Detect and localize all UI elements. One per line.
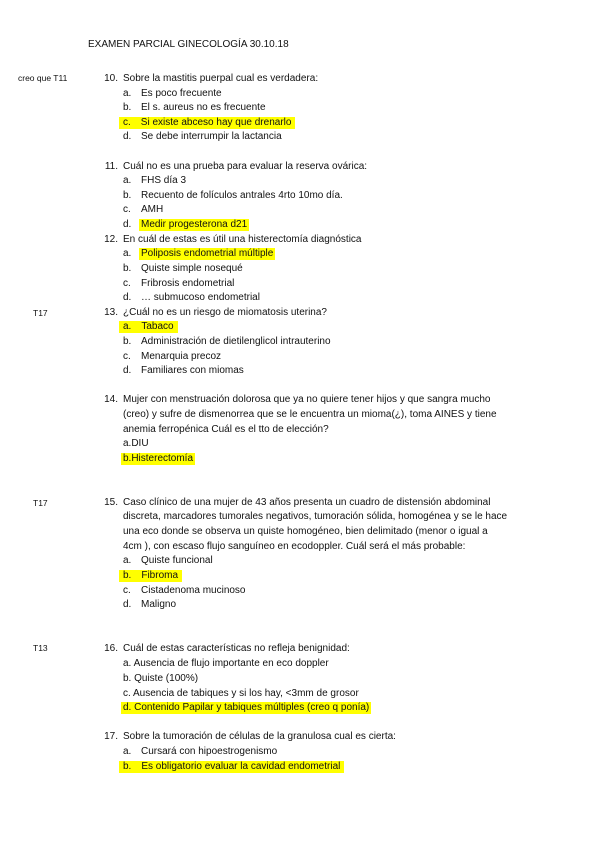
option-letter: d. xyxy=(123,599,132,610)
option-text: Recuento de folículos antrales 4rto 10mo día. xyxy=(141,190,343,201)
option-text: Tabaco xyxy=(141,321,174,332)
question-number: 16. xyxy=(104,643,118,654)
option-letter: d. xyxy=(123,292,132,303)
option-letter: d. xyxy=(123,219,132,230)
option-letter: a. xyxy=(123,248,132,259)
option-letter: b. xyxy=(123,336,132,347)
question-text-line: una eco donde se observa un quiste homogéneo, bien delimitado (menor o igual a xyxy=(123,526,488,537)
option-letter: a. xyxy=(123,88,132,99)
question-text: Sobre la tumoración de células de la granulosa cual es cierta: xyxy=(123,731,396,742)
option-text: c. Ausencia de tabiques y si los hay, <3mm de grosor xyxy=(123,688,359,699)
option-text-highlighted: d. Contenido Papilar y tabiques múltiples (creo q ponía) xyxy=(123,702,370,713)
option-text: Cursará con hipoestrogenismo xyxy=(141,746,278,757)
option-highlighted xyxy=(119,117,295,129)
question-text: Sobre la mastitis puerpal cual es verdadera: xyxy=(123,73,319,84)
option-text: Fibroma xyxy=(141,570,179,581)
side-note: T17 xyxy=(33,308,48,318)
side-note: T17 xyxy=(33,498,48,508)
option-text: a. Ausencia de flujo importante en eco doppler xyxy=(123,658,329,669)
question-text-line: Mujer con menstruación dolorosa que ya no quiere tener hijos y que sangra mucho xyxy=(123,394,491,405)
option-text: El s. aureus no es frecuente xyxy=(141,102,266,113)
option-letter: a. xyxy=(123,555,132,566)
option-highlighted xyxy=(119,761,344,773)
option-text: Es poco frecuente xyxy=(141,88,222,99)
option-text: b. Quiste (100%) xyxy=(123,673,199,684)
side-note: creo que T11 xyxy=(18,73,68,83)
option-text: Quiste funcional xyxy=(141,555,213,566)
option-highlighted xyxy=(119,321,178,333)
question-number: 14. xyxy=(104,394,118,405)
option-letter: b. xyxy=(123,190,132,201)
question-number: 13. xyxy=(104,307,118,318)
option-text: Cistadenoma mucinoso xyxy=(141,585,246,596)
side-note: T13 xyxy=(33,643,48,653)
question-text: ¿Cuál no es un riesgo de miomatosis uterina? xyxy=(123,307,327,318)
page-title: EXAMEN PARCIAL GINECOLOGÍA 30.10.18 xyxy=(88,39,289,50)
option-letter: b. xyxy=(123,761,132,772)
option-text: AMH xyxy=(141,204,164,215)
option-text-highlighted: Poliposis endometrial múltiple xyxy=(141,248,274,259)
question-text: Cuál de estas características no refleja benignidad: xyxy=(123,643,350,654)
option-text: … submucoso endometrial xyxy=(141,292,260,303)
question-text: En cuál de estas es útil una histerectomía diagnóstica xyxy=(123,234,362,245)
option-letter: d. xyxy=(123,365,132,376)
question-number: 12. xyxy=(104,234,118,245)
option-text: FHS día 3 xyxy=(141,175,187,186)
question-text-line: discreta, marcadores tumorales negativos, tumoración sólida, homogénea y se le hace xyxy=(123,511,508,522)
question-number: 11. xyxy=(104,161,118,172)
option-text: Quiste simple nosequé xyxy=(141,263,243,274)
option-letter: b. xyxy=(123,263,132,274)
option-text: a.DIU xyxy=(123,438,149,449)
option-letter: a. xyxy=(123,321,132,332)
option-text: Fribrosis endometrial xyxy=(141,278,235,289)
option-letter: c. xyxy=(123,585,131,596)
option-text: Menarquia precoz xyxy=(141,351,222,362)
option-letter: c. xyxy=(123,351,131,362)
option-letter: a. xyxy=(123,175,132,186)
option-text-highlighted: b.Histerectomía xyxy=(123,453,194,464)
question-text-line: Caso clínico de una mujer de 43 años presenta un cuadro de distensión abdominal xyxy=(123,497,491,508)
option-text-highlighted: Medir progesterona d21 xyxy=(141,219,248,230)
option-letter: c. xyxy=(123,117,131,128)
option-letter: c. xyxy=(123,204,131,215)
option-letter: a. xyxy=(123,746,132,757)
question-number: 17. xyxy=(104,731,118,742)
option-letter: b. xyxy=(123,102,132,113)
question-text-line: (creo) y sufre de dismenorrea que se le encuentra un mioma(¿), toma AINES y tiene xyxy=(123,409,497,420)
option-letter: c. xyxy=(123,278,131,289)
option-text: Maligno xyxy=(141,599,177,610)
option-text: Administración de dietilenglicol intrauterino xyxy=(141,336,331,347)
question-text: Cuál no es una prueba para evaluar la reserva ovárica: xyxy=(123,161,368,172)
option-letter: b. xyxy=(123,570,132,581)
option-text: Es obligatorio evaluar la cavidad endometrial xyxy=(141,761,341,772)
question-number: 15. xyxy=(104,497,118,508)
option-text: Si existe abceso hay que drenarlo xyxy=(140,117,292,128)
option-text: Se debe interrumpir la lactancia xyxy=(141,131,282,142)
question-text-line: 4cm ), con escaso flujo sanguíneo en ecodoppler. Cuál será el más probable: xyxy=(123,541,466,552)
option-letter: d. xyxy=(123,131,132,142)
question-number: 10. xyxy=(104,73,118,84)
option-highlighted xyxy=(119,570,182,582)
question-text-line: anemia ferropénica Cuál es el tto de elección? xyxy=(123,424,329,435)
option-text: Familiares con miomas xyxy=(141,365,244,376)
